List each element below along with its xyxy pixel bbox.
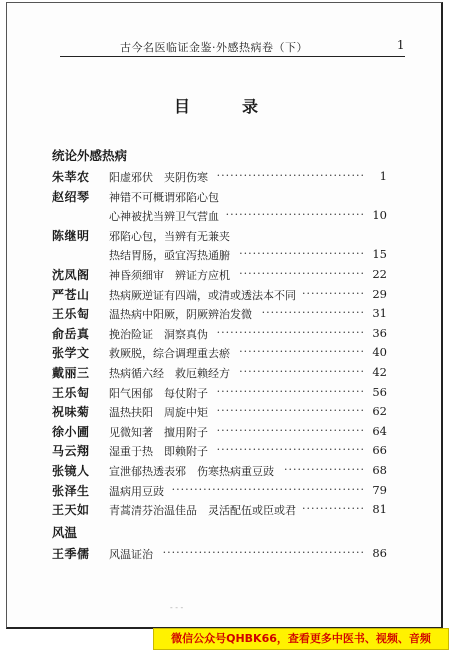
toc-entry[interactable] bbox=[52, 207, 387, 227]
entry-author: 严苍山 bbox=[52, 287, 90, 302]
toc-entry[interactable] bbox=[52, 286, 387, 306]
toc-entry[interactable] bbox=[52, 344, 387, 364]
entry-topic: 热病厥逆证有四端，或清或透法本不同 bbox=[109, 288, 296, 302]
entry-author: 徐小圃 bbox=[52, 424, 90, 439]
toc-entry[interactable] bbox=[52, 188, 387, 208]
toc-entry[interactable] bbox=[52, 227, 387, 247]
dot-leader: ································· bbox=[216, 384, 365, 398]
entry-author: 王季儒 bbox=[52, 546, 90, 561]
watermark-banner[interactable]: 微信公众号QHBK66，查看更多中医书、视频、音频 bbox=[153, 628, 449, 650]
toc-entry[interactable] bbox=[52, 364, 387, 384]
entry-page-number: 40 bbox=[372, 345, 387, 360]
dot-leader: ································· bbox=[216, 169, 365, 182]
dot-leader: ······························· bbox=[225, 208, 365, 222]
entry-page-number: 42 bbox=[372, 365, 387, 379]
entry-topic: 神错不可概谓邪陷心包 bbox=[109, 190, 219, 204]
entry-topic: 热病循六经 救厄赖经方 bbox=[109, 367, 230, 380]
entry-author: 张学文 bbox=[52, 346, 90, 361]
entry-page-number: 62 bbox=[372, 404, 387, 419]
toc-entry[interactable] bbox=[52, 168, 387, 188]
entry-page-number: 22 bbox=[372, 267, 387, 281]
entry-author: 赵绍琴 bbox=[52, 189, 90, 204]
entry-page-number: 79 bbox=[372, 482, 387, 497]
entry-author: 沈凤阁 bbox=[52, 268, 90, 282]
dot-leader: ···························· bbox=[239, 247, 365, 261]
entry-page-number: 64 bbox=[372, 423, 387, 438]
dot-leader: ································· bbox=[216, 423, 365, 437]
entry-page-number: 86 bbox=[372, 545, 387, 560]
entry-topic: 神昏须细审 辨证方应机 bbox=[109, 269, 230, 282]
entry-topic: 阳气困郁 每仗附子 bbox=[109, 386, 208, 400]
entry-author: 马云翔 bbox=[52, 444, 90, 459]
entry-page-number: 81 bbox=[372, 502, 387, 517]
entry-author: 王乐匋 bbox=[52, 307, 90, 322]
entry-topic: 挽治险证 洞察真伪 bbox=[109, 327, 208, 341]
entry-author: 戴丽三 bbox=[52, 366, 90, 380]
toc-entry[interactable] bbox=[52, 246, 387, 266]
entry-author: 王乐匋 bbox=[52, 385, 90, 400]
entry-page-number: 31 bbox=[372, 306, 387, 321]
entry-topic: 救厥脱，综合调理重去瘀 bbox=[109, 347, 230, 361]
entry-topic: 湿重于热 即赖附子 bbox=[109, 445, 208, 459]
entry-topic: 温热病中阳厥，阴厥辨治发微 bbox=[109, 308, 252, 322]
entry-topic: 心神被扰当辨卫气营血 bbox=[109, 210, 219, 224]
toc-title: 目 录 bbox=[173, 97, 276, 116]
entry-topic: 温病用豆豉 bbox=[109, 484, 164, 498]
entry-page-number: 56 bbox=[372, 384, 387, 399]
entry-topic: 风温证治 bbox=[109, 547, 153, 561]
entry-author: 祝味菊 bbox=[52, 405, 90, 420]
entry-page-number: 1 bbox=[379, 169, 387, 183]
entry-author: 张泽生 bbox=[52, 483, 90, 498]
entry-topic: 邪陷心包，当辨有无兼夹 bbox=[109, 229, 230, 243]
dot-leader: ·············· bbox=[302, 502, 365, 516]
entry-topic: 见微知著 擅用附子 bbox=[109, 425, 208, 439]
dot-leader: ···························· bbox=[239, 267, 365, 280]
toc-entry[interactable] bbox=[52, 325, 387, 345]
dot-leader: ···························· bbox=[239, 365, 365, 378]
toc-entry[interactable] bbox=[52, 403, 387, 423]
toc-entry[interactable] bbox=[52, 442, 387, 462]
toc-entry[interactable] bbox=[52, 384, 387, 404]
entry-page-number: 29 bbox=[372, 286, 387, 301]
dot-leader: ············································· bbox=[162, 545, 365, 559]
entry-author: 陈继明 bbox=[52, 228, 90, 243]
dot-leader: ···························· bbox=[239, 345, 365, 359]
entry-page-number: 68 bbox=[372, 463, 387, 477]
entry-author: 朱莘农 bbox=[52, 170, 90, 184]
entry-topic: 温热扶阳 周旋中矩 bbox=[109, 406, 208, 420]
dot-leader: ································· bbox=[216, 404, 365, 418]
toc-entry[interactable] bbox=[52, 462, 387, 482]
toc-entry[interactable] bbox=[52, 266, 387, 286]
entry-author: 张镜人 bbox=[52, 464, 90, 478]
dot-leader: ·················· bbox=[284, 463, 365, 476]
entry-topic: 青蒿清芬治温佳品 灵活配伍或臣或君 bbox=[109, 504, 296, 518]
dot-leader: ································· bbox=[216, 325, 365, 339]
entry-page-number: 10 bbox=[372, 208, 387, 223]
toc-entry[interactable] bbox=[52, 545, 387, 565]
entry-topic: 阳虚邪伏 夹阴伤寒 bbox=[109, 171, 208, 184]
toc-entry[interactable] bbox=[52, 305, 387, 325]
dot-leader: ······················· bbox=[261, 306, 365, 320]
section-heading: 风温 bbox=[52, 524, 78, 540]
section-heading: 统论外感热病 bbox=[52, 148, 128, 163]
entry-author: 王天如 bbox=[52, 503, 90, 518]
entry-author: 俞岳真 bbox=[52, 326, 90, 341]
entry-page-number: 66 bbox=[372, 443, 387, 458]
toc-entry[interactable] bbox=[52, 482, 387, 502]
page-number: 1 bbox=[396, 38, 405, 52]
entry-page-number: 36 bbox=[372, 325, 387, 340]
running-header bbox=[60, 38, 405, 57]
toc-entry[interactable] bbox=[52, 423, 387, 443]
scan-artifact: ‐ ‐ ‐ bbox=[170, 603, 184, 612]
entry-page-number: 15 bbox=[372, 247, 387, 262]
dot-leader: ································· bbox=[216, 443, 365, 457]
dot-leader: ·············· bbox=[302, 286, 365, 300]
entry-topic: 宣泄郁热透表邪 伤寒热病重豆豉 bbox=[109, 465, 274, 478]
book-title: 古今名医临证金鉴·外感热病卷（下） bbox=[120, 41, 308, 54]
dot-leader: ··········································· bbox=[171, 482, 365, 496]
toc-entry[interactable] bbox=[52, 501, 387, 521]
entry-topic: 热结胃肠，亟宜泻热通腑 bbox=[109, 249, 230, 263]
